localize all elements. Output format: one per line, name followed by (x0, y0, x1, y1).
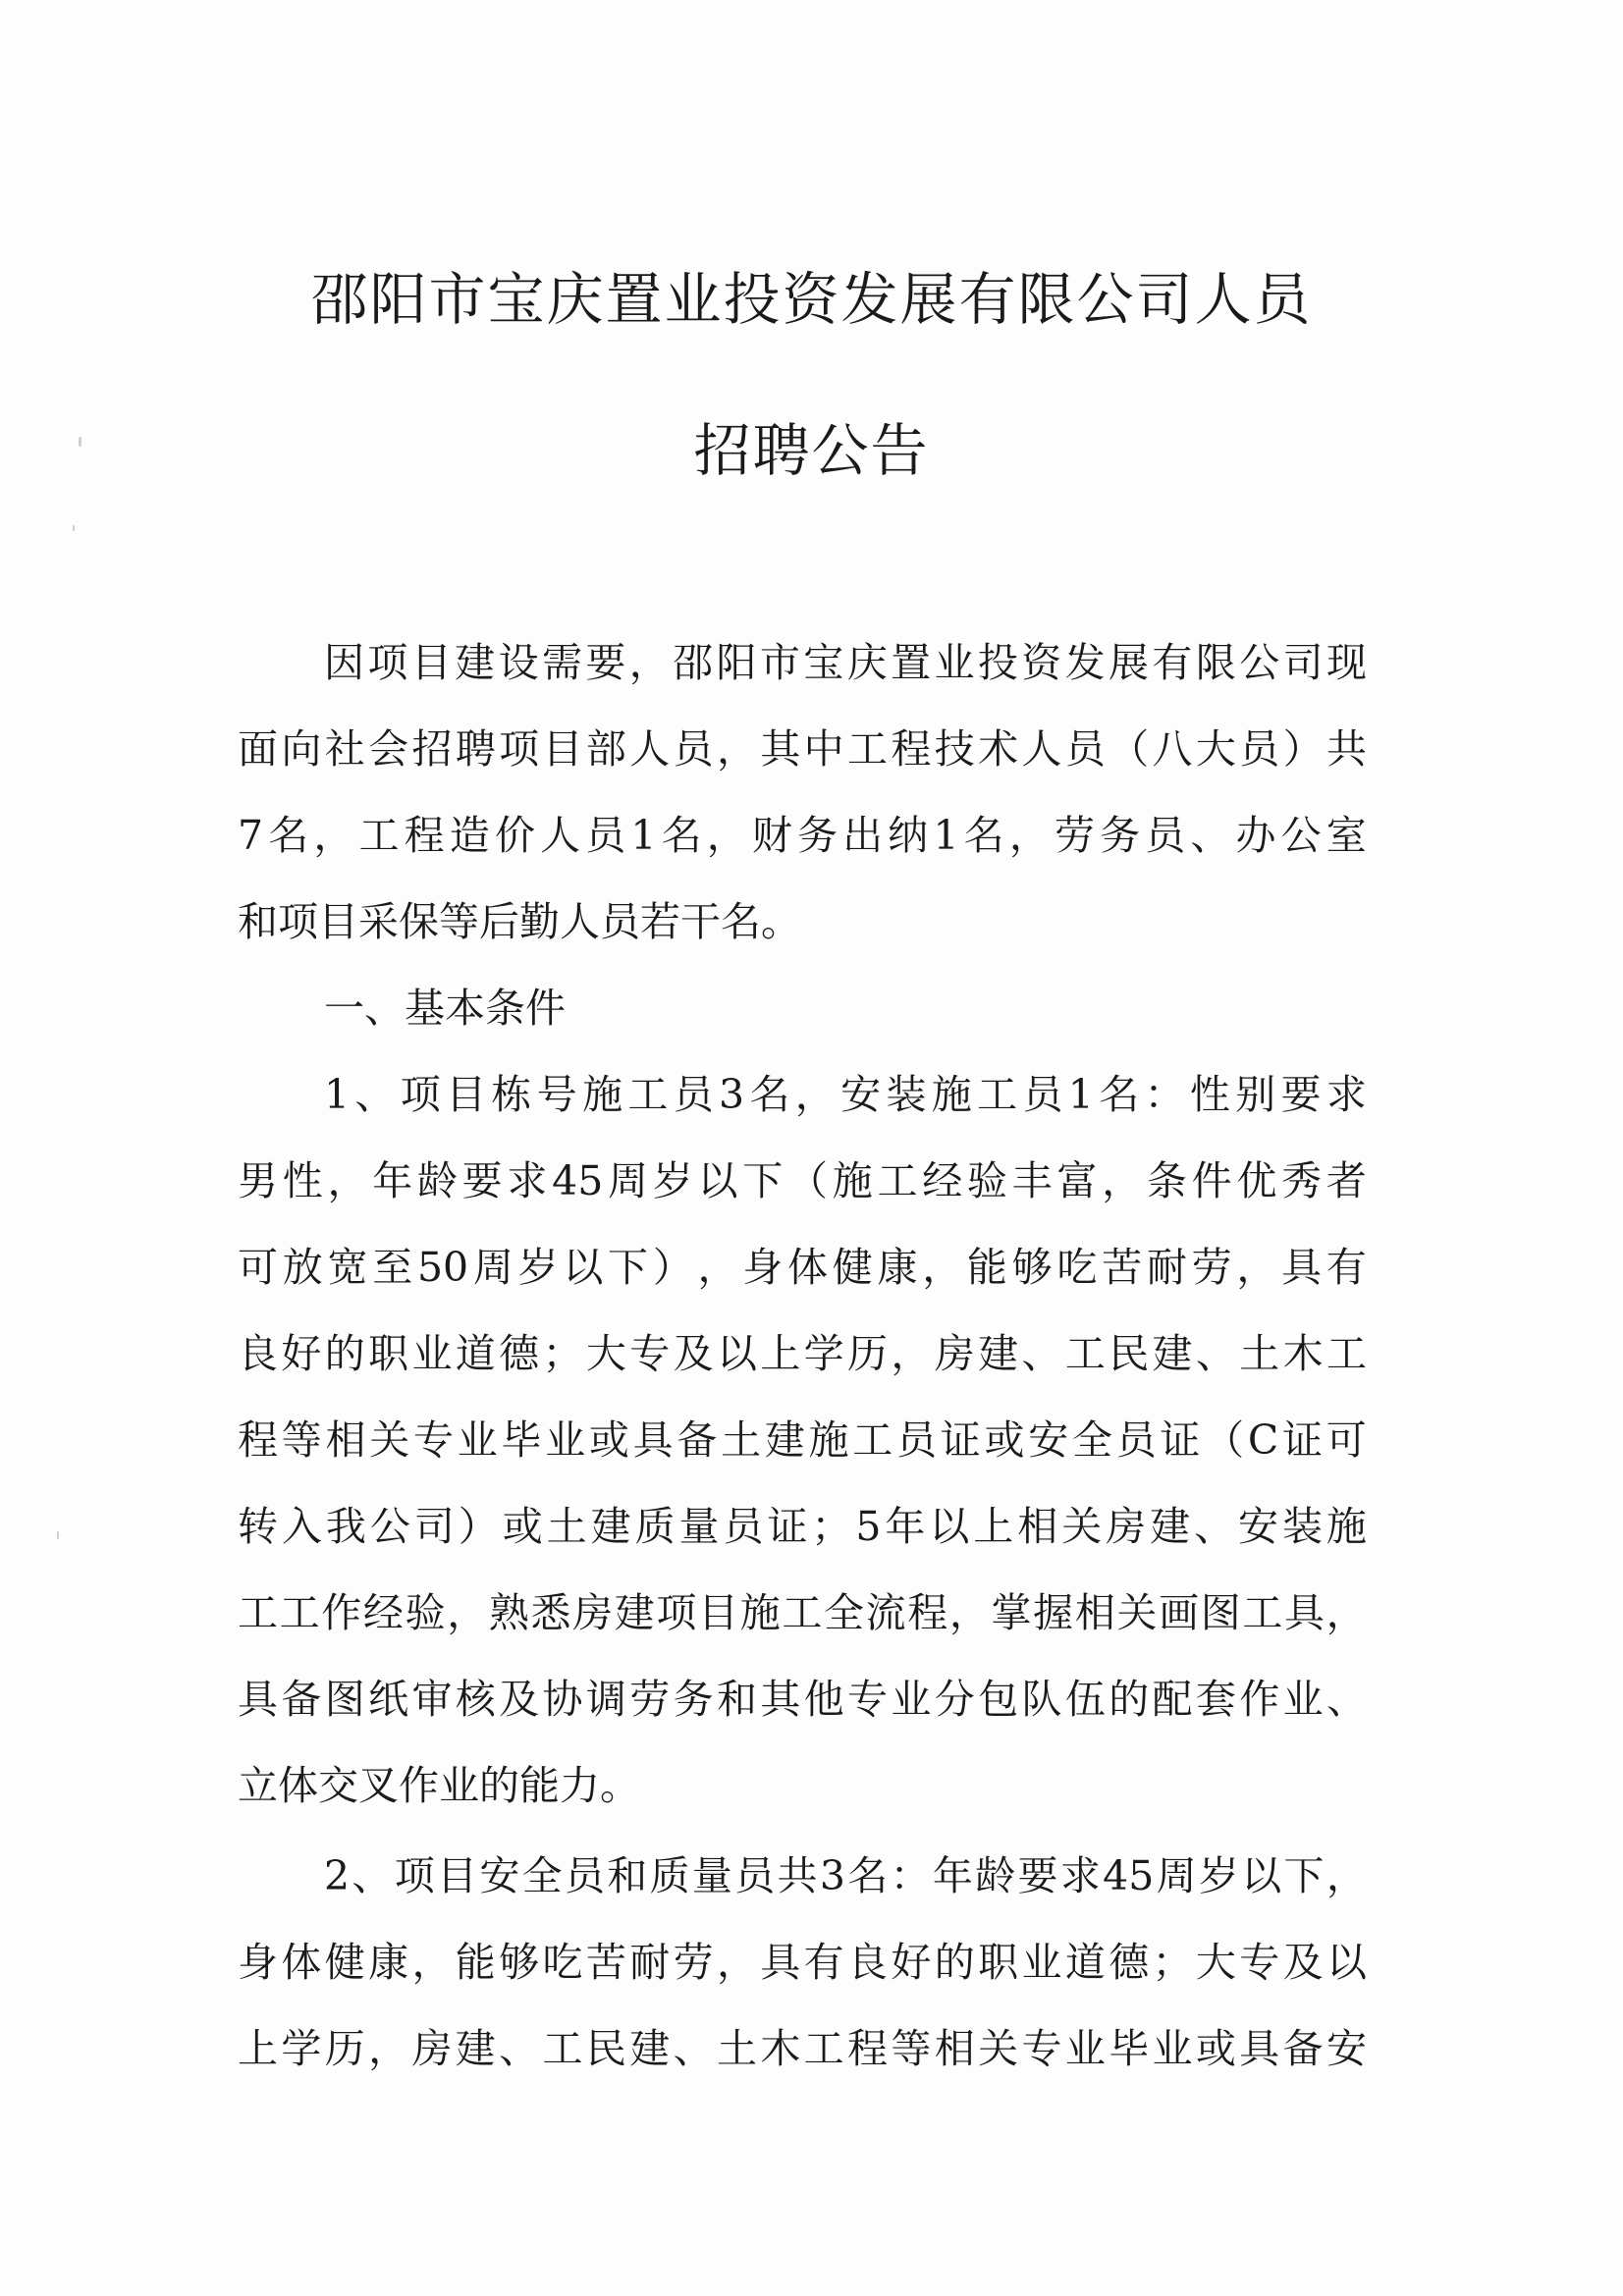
intro-line-4: 和项目采保等后勤人员若干名。 (238, 898, 801, 945)
item1-line-3: 可 放 宽 至 50 周 岁 以 下 ） ， 身 体 健 康 ， 能 够 吃 苦 耐 劳 ， 具 有 (238, 1244, 1367, 1291)
item1-line-9: 立体交叉作业的能力。 (238, 1762, 640, 1809)
scan-mark (73, 525, 75, 531)
intro-line-1: 因 项 目 建 设 需 要 ， 邵 阳 市 宝 庆 置 业 投 资 发 展 有 限 公 司 现 (324, 639, 1367, 686)
item2-line-3: 上 学 历 ， 房 建 、 工 民 建 、 土 木 工 程 等 相 关 专 业 毕 业 或 具 备 安 (238, 2025, 1367, 2072)
title-line-1: 邵阳市宝庆置业投资发展有限公司人员 (310, 266, 1313, 333)
item1-line-8: 具 备 图 纸 审 核 及 协 调 劳 务 和 其 他 专 业 分 包 队 伍 的 配 套 作 业 、 (238, 1676, 1367, 1723)
item2-line-2: 身 体 健 康 ， 能 够 吃 苦 耐 劳 ， 具 有 良 好 的 职 业 道 德 ； 大 专 及 以 (238, 1939, 1367, 1986)
item1-line-2: 男 性 ， 年 龄 要 求 45 周 岁 以 下 （ 施 工 经 验 丰 富 ， 条 件 优 秀 者 (238, 1157, 1367, 1204)
title-line-2: 招聘公告 (693, 417, 930, 484)
section-heading-basic-conditions: 一、基本条件 (324, 985, 566, 1032)
item1-line-4: 良 好 的 职 业 道 德 ； 大 专 及 以 上 学 历 ， 房 建 、 工 民 建 、 土 木 工 (238, 1330, 1367, 1377)
item1-line-1: 1 、 项 目 栋 号 施 工 员 3 名 ， 安 装 施 工 员 1 名 ： 性 别 要 求 (324, 1071, 1367, 1118)
item1-line-5: 程 等 相 关 专 业 毕 业 或 具 备 土 建 施 工 员 证 或 安 全 员 证 （ C 证 可 (238, 1416, 1367, 1464)
item1-line-7: 工 工 作 经 验 ， 熟 悉 房 建 项 目 施 工 全 流 程 ， 掌 握 相 关 画 图 工 具 ， (238, 1589, 1367, 1636)
intro-line-3: 7 名 ， 工 程 造 价 人 员 1 名 ， 财 务 出 纳 1 名 ， 劳 务 员 、 办 公 室 (238, 812, 1367, 859)
item2-line-1: 2 、 项 目 安 全 员 和 质 量 员 共 3 名 ： 年 龄 要 求 45 周 岁 以 下 ， (324, 1852, 1367, 1899)
item1-line-6: 转 入 我 公 司 ） 或 土 建 质 量 员 证 ； 5 年 以 上 相 关 房 建 、 安 装 施 (238, 1503, 1367, 1550)
scan-mark (57, 1531, 59, 1539)
intro-line-2: 面 向 社 会 招 聘 项 目 部 人 员 ， 其 中 工 程 技 术 人 员 （ 八 大 员 ） 共 (238, 725, 1367, 773)
